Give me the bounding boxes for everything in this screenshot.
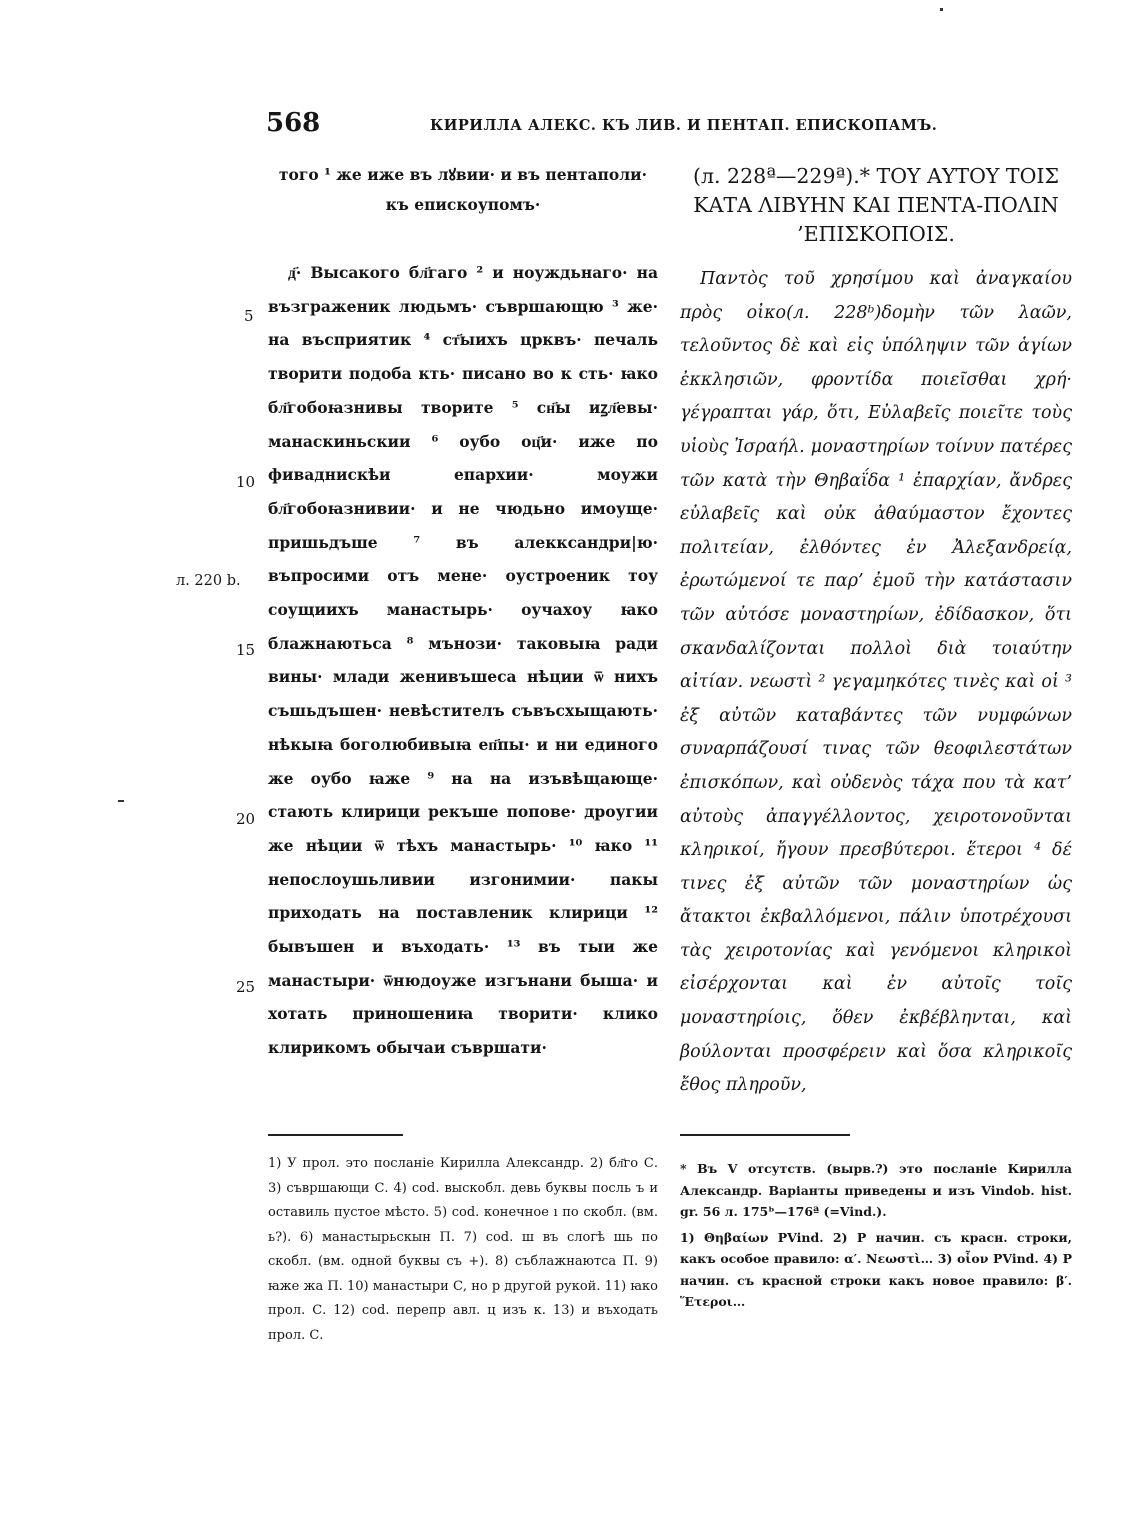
footnote-rule-right — [680, 1134, 850, 1136]
line-number: 10 — [236, 473, 256, 491]
slavonic-body — [268, 256, 658, 1065]
running-title: КИРИЛЛА АЛЕКС. КЪ ЛИВ. И ПЕНТАП. ЕПИСКОПАМЪ. — [430, 117, 938, 134]
footnote-rule-left — [268, 1134, 403, 1136]
footnotes-right — [680, 1158, 1072, 1313]
right-column — [680, 162, 1072, 1103]
slavonic-title-text: того ¹ же иже въ лꙋвии· и въ пентаполи· къ епискоупомъ· — [278, 165, 648, 214]
line-number: 25 — [236, 978, 256, 996]
greek-body — [680, 263, 1072, 1103]
greek-body-text: Παντὸς τοῦ χρησίμου καὶ ἀναγκαίου πρὸς οἰκο(л. 228ᵇ)δομὴν τῶν λαῶν, τελοῦντος δὲ καὶ εἰς ὑπόληψιν τῶν ἁγίων ἐκκλησιῶν, φροντίδα ποιεῖσθαι χρή· γέγραπται γάρ, ὅτι, Εὐλαβεῖς ποιεῖτε τοὺς υἱοὺς Ἰσραήλ. μοναστηρίων τοίνυν πατέρες τῶν κατὰ τὴν Θηβαΐδα ¹ ἐπαρχίαν, ἄνδρες εὐλαβεῖς καὶ οὐκ ἀθαύμαστον ἔχοντες πολιτείαν, ἐλθόντες ἐν Ἀλεξανδρείᾳ, ἐρωτώμενοί τε παρ’ ἐμοῦ τὴν κατάστασιν τῶν αὐτόσε μοναστηρίων, ἐδίδασκον, ὅτι σκανδαλίζονται πολλοὶ διὰ τοιαύτην αἰτίαν. νεωστὶ ² γεγαμηκότες τινὲς καὶ οἱ ³ ἐξ αὐτῶν καταβάντες τῶν νυμφώνων συναρπάζουσί τινας τῶν θεοφιλεστάτων ἐπισκόπων, καὶ οὐδενὸς τάχα που τὰ κατ’ αὐτοὺς ἀπαγγέλλοντος, χειροτονοῦνται κληρικοί, ἤγουν πρεσβύτεροι. ἕτεροι ⁴ δέ τινες ἐξ αὐτῶν τῶν μοναστηρίων ὡς ἄτακτοι ἐκβαλλόμενοι, πάλιν ὑποτρέχουσι τὰς χειροτονίας καὶ γενόμενοι κληρικοὶ εἰσέρχονται καὶ ἐν αὐτοῖς τοῖς μοναστηρίοις, ὅθεν ἐκβέβληνται, καὶ βούλονται προσφέρειν καὶ ὅσα κληρικοῖς ἔθος πληροῦν, — [680, 269, 1072, 1096]
line-number: 20 — [236, 810, 256, 828]
line-number: 15 — [236, 641, 256, 659]
line-number: 5 — [244, 307, 254, 325]
footnote-star: * Въ V отсутств. (вырв.?) это посланіе Кирилла Александр. Варіанты приведены и изъ Vindob. hist. gr. 56 л. 175ᵇ—176ª (=Vind.). — [680, 1161, 1072, 1219]
scan-speck — [118, 800, 124, 802]
footnotes-left — [268, 1152, 658, 1348]
greek-title: (л. 228ª—229ª).* ΤΟΥ ΑΥΤΟΥ ΤΟΙΣ ΚΑΤΑ ΛΙΒΥΗΝ ΚΑΙ ΠΕΝΤΑ-ΠΟΛΙΝ ’ΕΠΙΣΚΟΠΟΙΣ. — [692, 164, 1060, 246]
footnotes-right-text: 1) Θηβαίων PVind. 2) P начин. съ красн. строки, какъ особое правило: α′. Νεωστὶ… 3) οἶον PVind. 4) P начин. съ красной строки какъ новое правило: β′. Ἕτεροι… — [680, 1229, 1072, 1309]
scan-speck — [940, 8, 943, 11]
slavonic-body-text: д҃· Высакого бл҃гаго ² и ноуждьнаго· на възграженик людьмъ· съвршающю ³ же· на въсприятик ⁴ ст҃ыихъ црквъ· печаль творити подоба кть· писано во к сть· ꙗко бл҃гобоꙗзнивы творите ⁵ сн҃ы иꙁл҃евы· манаскиньскии ⁶ оубо оц҃и· иже по фиваднискѣи епархии· моужи бл҃гобоꙗзнивии· и не чюдьно имоуще· пришьдъше ⁷ въ алекксандри|ю· въпросими отъ мене· оустроеник тоу соущиихъ манастырь· оучахоу ꙗко блажнаютьса ⁸ мънози· таковыꙗ ради вины· млади женивъшеса нѣции ѿ нихъ съшьдъшен· невѣстителъ съвъсхыщають· нѣкыꙗ боголюбивыꙗ еп҃пы· и ни единого же оубо ꙗже ⁹ на на изъвѣщающе· стають клирици рекъше попове· дроугии же нѣции ѿ тѣхъ манастырь· ¹⁰ ꙗко ¹¹ непослоушьливии изгонимии· пакы приходать на поставленик клирици ¹² бывъшен и въходать· ¹³ въ тыи же манастыри· ѿнюдоуже изгънани бышa· и хотать приношениꙗ творити· клико клирикомъ обычаи съвршати· — [268, 263, 658, 1058]
left-column — [268, 160, 658, 1065]
folio-margin-note: л. 220 b. — [176, 573, 241, 589]
slavonic-title — [268, 160, 658, 220]
footnotes-left-text: 1) У прол. это посланіе Кирилла Александр. 2) бл҃го С. 3) съвршающи С. 4) cod. выскобл. девь буквы посль ъ и оставиль пустое мѣсто. 5) cod. конечное ı по скобл. (вм. ь?). 6) манастырьскын П. 7) cod. ш въ слогѣ шь по скобл. (вм. одной буквы съ +). 8) съблажнаютса П. 9) ꙗже жа П. 10) манастыри С, но р другой рукой. 11) ꙗко прол. С. 12) cod. перепр авл. ц изъ к. 13) и въходать прол. С. — [268, 1156, 658, 1343]
page-number: 568 — [266, 108, 321, 138]
